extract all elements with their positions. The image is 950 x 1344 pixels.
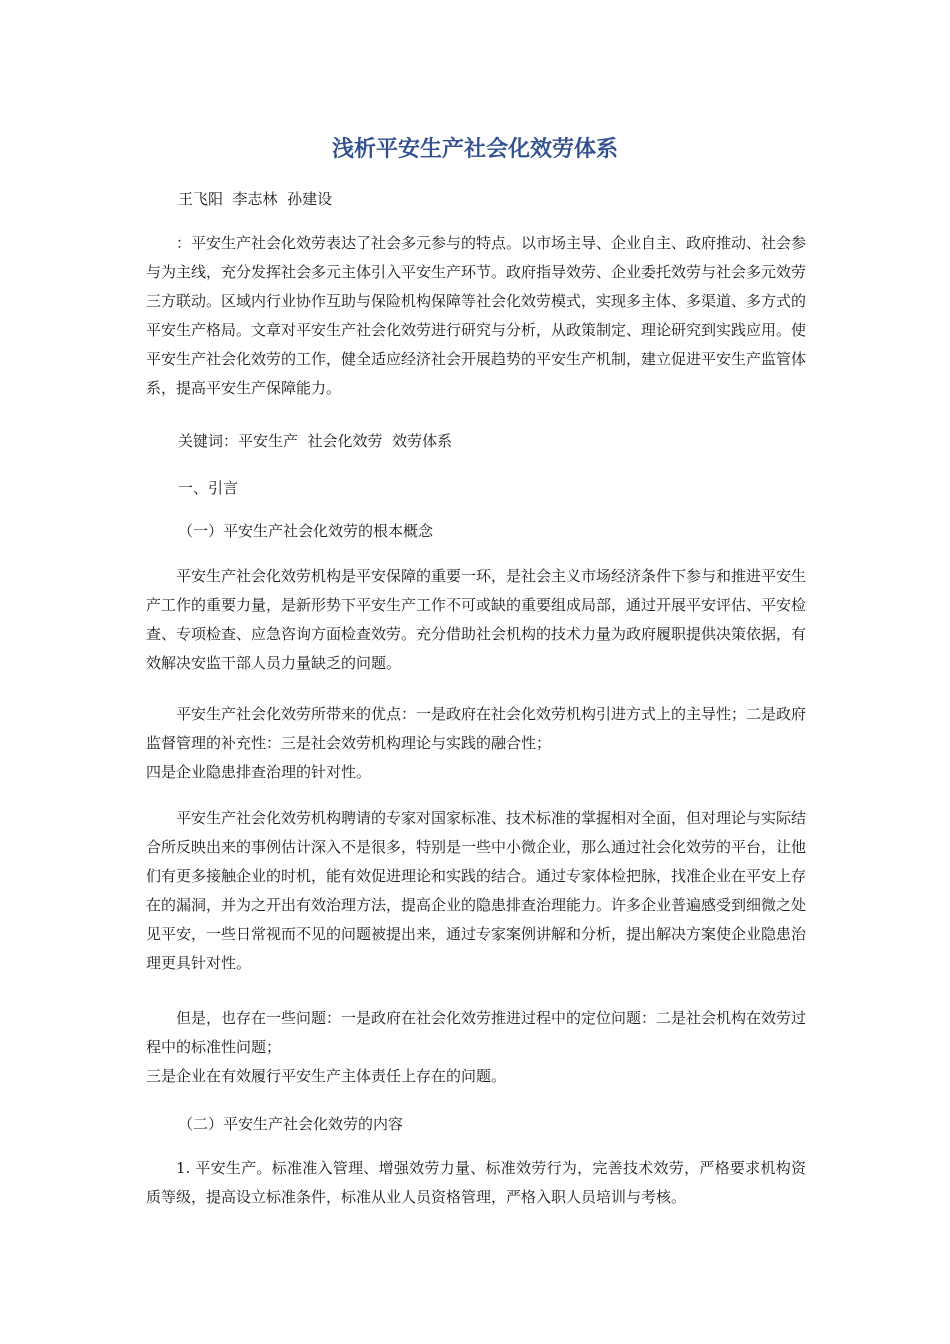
- paragraph-problems: [146, 1004, 806, 1091]
- document-title: 浅析平安生产社会化效劳体系: [331, 137, 618, 162]
- paragraph-advantages: [146, 700, 806, 787]
- paragraph-content-item-1: 1. 平安生产。标准准入管理、增强效劳力量、标准效劳行为，完善技术效劳，严格要求机构资质等级，提高设立标准条件，标准从业人员资格管理，严格入职人员培训与考核。: [146, 1159, 806, 1206]
- keywords: 关键词：平安生产 社会化效劳 效劳体系: [178, 432, 453, 450]
- paragraph-concept: 平安生产社会化效劳机构是平安保障的重要一环，是社会主义市场经济条件下参与和推进平安生产工作的重要力量，是新形势下平安生产工作不可或缺的重要组成局部，通过开展平安评估、平安检查、专项检查、应急咨询方面检查效劳。充分借助社会机构的技术力量为政府履职提供决策依据，有效解决安监干部人员力量缺乏的问题。: [146, 567, 807, 672]
- paragraph-advantages-main: 平安生产社会化效劳所带来的优点：一是政府在社会化效劳机构引进方式上的主导性；二是政府监督管理的补充性：三是社会效劳机构理论与实践的融合性；: [146, 705, 807, 752]
- authors: 王飞阳 李志林 孙建设: [178, 190, 333, 208]
- paragraph-problems-main: 但是，也存在一些问题：一是政府在社会化效劳推进过程中的定位问题：二是社会机构在效劳过程中的标准性问题；: [146, 1009, 807, 1056]
- subsection-heading-basic-concept: （一）平安生产社会化效劳的根本概念: [178, 522, 434, 540]
- paragraph-experts: 平安生产社会化效劳机构聘请的专家对国家标准、技术标准的掌握相对全面，但对理论与实际结合所反映出来的事例估计深入不是很多，特别是一些中小微企业，那么通过社会化效劳的平台，让他们有更多接触企业的时机，能有效促进理论和实践的结合。通过专家体检把脉，找准企业在平安上存在的漏洞，并为之开出有效治理方法，提高企业的隐患排查治理能力。许多企业普遍感受到细微之处见平安，一些日常视而不见的问题被提出来，通过专家案例讲解和分析，提出解决方案使企业隐患治理更具针对性。: [146, 809, 807, 972]
- section-heading-introduction: 一、引言: [178, 479, 239, 497]
- paragraph-problems-last-line: 三是企业在有效履行平安生产主体责任上存在的问题。: [146, 1067, 507, 1085]
- subsection-heading-content: （二）平安生产社会化效劳的内容: [178, 1115, 404, 1133]
- abstract-paragraph: ：平安生产社会化效劳表达了社会多元参与的特点。以市场主导、企业自主、政府推动、社会参与为主线，充分发挥社会多元主体引入平安生产环节。政府指导效劳、企业委托效劳与社会多元效劳三方联动。区域内行业协作互助与保险机构保障等社会化效劳模式，实现多主体、多渠道、多方式的平安生产格局。文章对平安生产社会化效劳进行研究与分析，从政策制定、理论研究到实践应用。使平安生产社会化效劳的工作，健全适应经济社会开展趋势的平安生产机制，建立促进平安生产监管体系，提高平安生产保障能力。: [146, 234, 807, 397]
- paragraph-advantages-last-line: 四是企业隐患排查治理的针对性。: [146, 763, 372, 781]
